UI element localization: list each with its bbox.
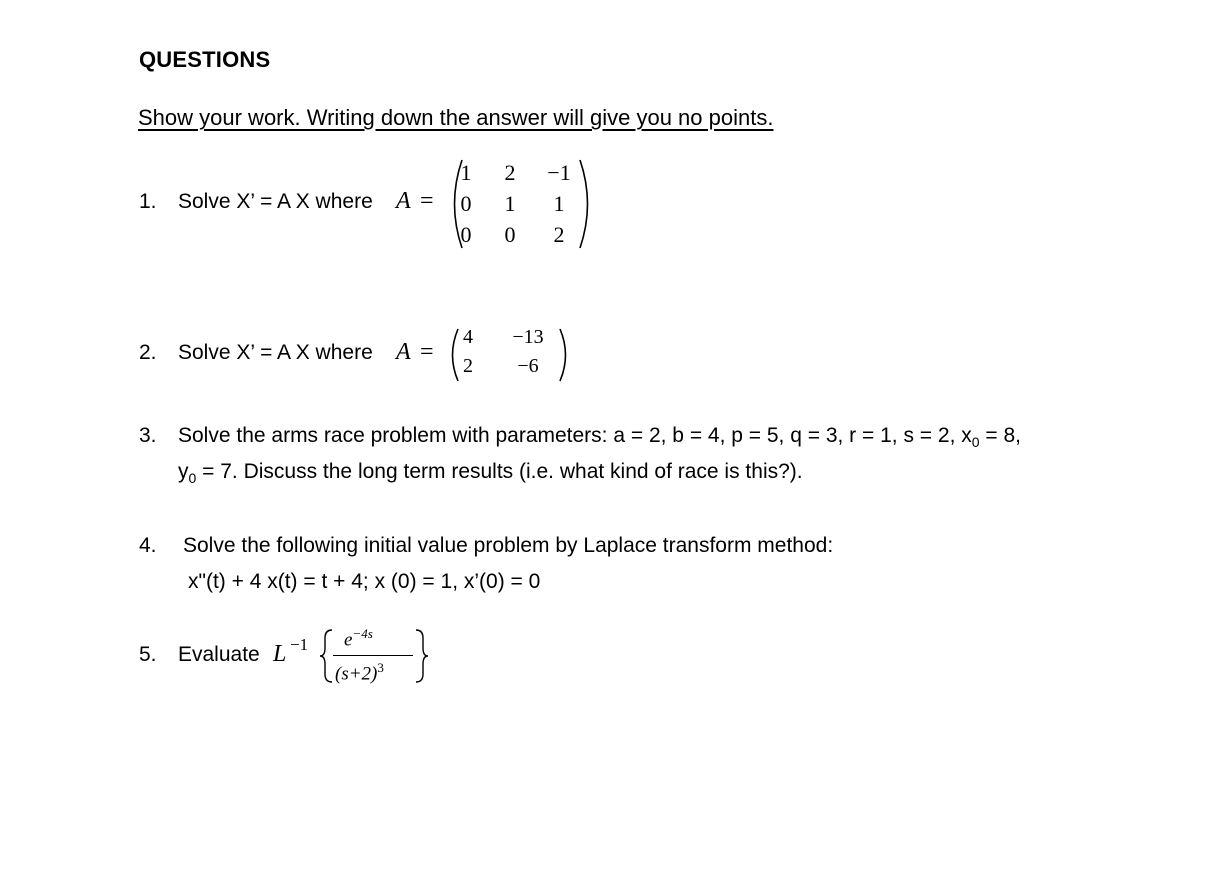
question-4-line-2: x"(t) + 4 x(t) = t + 4; x (0) = 1, x’(0) = 0 bbox=[188, 570, 541, 593]
subscript: 0 bbox=[971, 434, 980, 451]
question-5-text: Evaluate bbox=[178, 643, 260, 666]
question-5-number: 5. bbox=[139, 643, 157, 666]
question-4-number: 4. bbox=[139, 534, 157, 557]
question-3-line-2 bbox=[178, 460, 803, 486]
question-1-number: 1. bbox=[139, 190, 157, 213]
matrix-cell: 0 bbox=[460, 191, 472, 216]
matrix-cell: 0 bbox=[504, 222, 516, 247]
matrix-cell: 2 bbox=[504, 160, 516, 185]
question-4-line-1: Solve the following initial value problem by Laplace transform method: bbox=[183, 534, 834, 557]
numerator-base: e bbox=[344, 629, 353, 651]
fraction-denominator bbox=[335, 660, 384, 685]
question-1-eq: = bbox=[420, 188, 434, 214]
question-2-var: A bbox=[396, 339, 411, 365]
matrix-a-2x2 bbox=[446, 326, 574, 384]
matrix-cell: 1 bbox=[460, 160, 472, 185]
matrix-cell: 2 bbox=[553, 222, 565, 247]
question-3-line-2-var: y bbox=[178, 460, 189, 483]
question-1-var: A bbox=[396, 188, 411, 214]
fraction-numerator bbox=[344, 626, 373, 651]
laplace-exponent: −1 bbox=[290, 635, 309, 654]
matrix-cell: −13 bbox=[512, 326, 544, 348]
question-3-number: 3. bbox=[139, 424, 157, 447]
numerator-exponent: −4s bbox=[352, 626, 373, 641]
matrix-cell: 2 bbox=[463, 355, 473, 377]
question-3-line-1-text: Solve the arms race problem with parameters: a = 2, b = 4, p = 5, q = 3, r = 1, s = 2, x bbox=[178, 424, 972, 447]
instruction-text: Show your work. Writing down the answer will give you no points. bbox=[138, 105, 774, 130]
matrix-a-3x3 bbox=[446, 156, 596, 252]
matrix-cell: 0 bbox=[460, 222, 472, 247]
matrix-cell: 1 bbox=[504, 191, 516, 216]
page-heading: QUESTIONS bbox=[139, 47, 271, 72]
question-2-eq: = bbox=[420, 339, 434, 365]
question-3-line-2-text: = 7. Discuss the long term results (i.e. what kind of race is this?). bbox=[196, 460, 803, 483]
matrix-cell: 4 bbox=[463, 326, 473, 348]
laplace-operator: L bbox=[273, 641, 287, 667]
denominator-base: (s+2) bbox=[335, 663, 378, 685]
subscript: 0 bbox=[188, 470, 197, 487]
question-2-number: 2. bbox=[139, 341, 157, 364]
question-2-text: Solve X’ = A X where bbox=[178, 341, 373, 364]
question-3-line-1 bbox=[178, 424, 1021, 450]
matrix-cell: −6 bbox=[517, 355, 539, 377]
denominator-exponent: 3 bbox=[377, 660, 384, 675]
matrix-cell: −1 bbox=[547, 160, 571, 185]
question-3-line-1-tail: = 8, bbox=[979, 424, 1021, 447]
fraction-bar bbox=[333, 655, 413, 656]
matrix-cell: 1 bbox=[553, 191, 565, 216]
question-1-text: Solve X’ = A X where bbox=[178, 190, 373, 213]
